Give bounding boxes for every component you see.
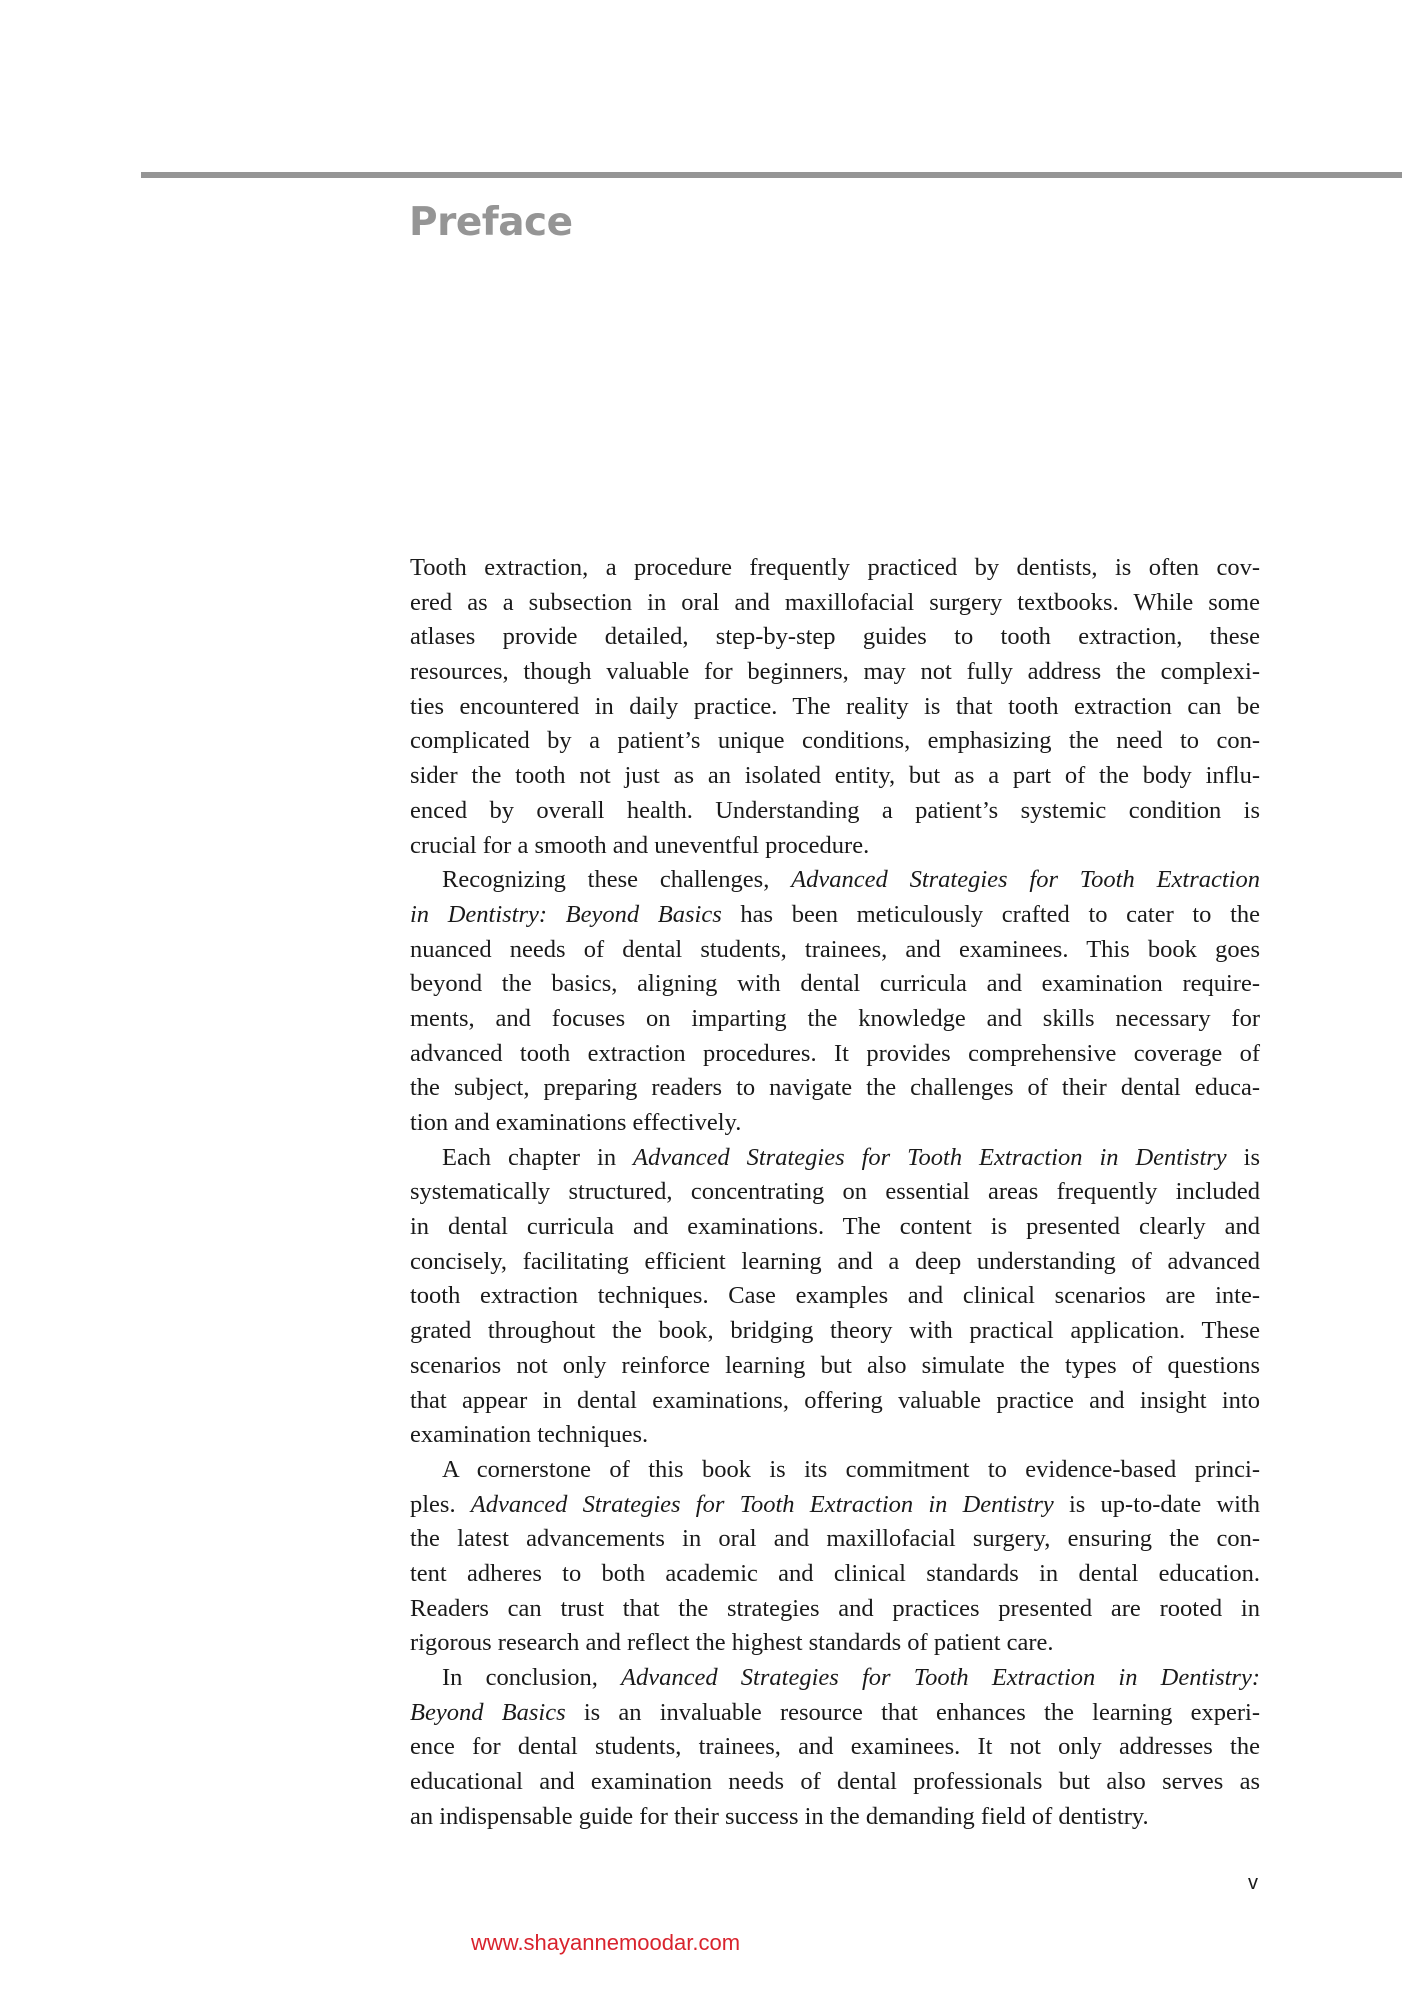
text-line: [410, 933, 1260, 968]
text-run: enced by overall health. Understanding a patient’s systemic condition is: [410, 796, 1260, 824]
text-run: Recognizing these challenges,: [442, 866, 792, 894]
page-title: Preface: [409, 200, 573, 245]
watermark-link[interactable]: www.shayannemoodar.com: [471, 1930, 741, 1955]
text-line: [410, 1314, 1260, 1349]
text-run: ence for dental students, trainees, and examinees. It not only addresses the: [410, 1733, 1260, 1761]
text-run: grated throughout the book, bridging theory with practical application. These: [410, 1317, 1260, 1345]
book-title-italic: Advanced Strategies for Tooth Extraction in Dentistry: [470, 1490, 1054, 1518]
text-line: [410, 551, 1260, 586]
text-line: [410, 829, 1260, 864]
text-line: [410, 1071, 1260, 1106]
text-line: [410, 1696, 1260, 1731]
text-run: nuanced needs of dental students, trainees, and examinees. This book goes: [410, 935, 1260, 963]
text-line: [410, 1002, 1260, 1037]
text-run: sider the tooth not just as an isolated entity, but as a part of the body influ-: [410, 762, 1260, 790]
text-line: [410, 1730, 1260, 1765]
text-line: [410, 863, 1260, 898]
text-line: [410, 1349, 1260, 1384]
text-line: [410, 1661, 1260, 1696]
text-run: ties encountered in daily practice. The reality is that tooth extraction can be: [410, 692, 1260, 720]
text-run: advanced tooth extraction procedures. It provides comprehensive coverage of: [410, 1039, 1260, 1067]
text-line: [410, 1800, 1260, 1835]
book-title-italic: Advanced Strategies for Tooth Extraction: [791, 866, 1260, 894]
book-title-italic: Advanced Strategies for Tooth Extraction in Dentistry: [633, 1143, 1227, 1171]
text-run: has been meticulously crafted to cater to the: [721, 900, 1261, 928]
text-run: that appear in dental examinations, offering valuable practice and insight into: [410, 1386, 1260, 1414]
text-run: concisely, facilitating efficient learning and a deep understanding of advanced: [410, 1247, 1260, 1275]
paragraph: [410, 1661, 1260, 1834]
text-line: [410, 898, 1260, 933]
text-run: is: [1226, 1143, 1261, 1171]
text-run: complicated by a patient’s unique conditions, emphasizing the need to con-: [410, 727, 1260, 755]
text-run: an indispensable guide for their success in the demanding field of dentistry.: [410, 1802, 1149, 1830]
text-run: is an invaluable resource that enhances the learning experi-: [565, 1698, 1261, 1726]
text-run: in dental curricula and examinations. The content is presented clearly and: [410, 1213, 1260, 1241]
book-title-italic: Beyond Basics: [410, 1698, 566, 1726]
text-run: the latest advancements in oral and maxillofacial surgery, ensuring the con-: [410, 1525, 1260, 1553]
preface-body: [410, 551, 1260, 1834]
text-line: [410, 690, 1260, 725]
text-line: [410, 1418, 1260, 1453]
text-line: [410, 1557, 1260, 1592]
text-run: ples.: [410, 1490, 471, 1518]
text-line: [410, 1245, 1260, 1280]
text-line: [410, 724, 1260, 759]
text-line: [410, 1384, 1260, 1419]
text-line: [410, 1106, 1260, 1141]
text-line: [410, 759, 1260, 794]
text-run: Tooth extraction, a procedure frequently practiced by dentists, is often cov-: [410, 554, 1260, 581]
text-line: [410, 586, 1260, 621]
text-run: tion and examinations effectively.: [410, 1109, 742, 1136]
text-run: tooth extraction techniques. Case examples and clinical scenarios are inte-: [410, 1282, 1260, 1310]
text-run: rigorous research and reflect the highest standards of patient care.: [410, 1629, 1054, 1657]
text-run: atlases provide detailed, step-by-step guides to tooth extraction, these: [410, 623, 1260, 651]
text-run: tent adheres to both academic and clinical standards in dental education.: [410, 1559, 1260, 1587]
paragraph: [410, 863, 1260, 1141]
text-run: systematically structured, concentrating on essential areas frequently included: [410, 1178, 1260, 1206]
text-run: resources, though valuable for beginners, may not fully address the complexi-: [410, 658, 1260, 686]
text-line: [410, 1210, 1260, 1245]
text-line: [410, 1765, 1260, 1800]
text-run: is up-to-date with: [1053, 1490, 1260, 1518]
text-line: [410, 1488, 1260, 1523]
text-run: beyond the basics, aligning with dental curricula and examination require-: [410, 970, 1260, 998]
book-title-italic: Advanced Strategies for Tooth Extraction in Dentistry:: [621, 1664, 1260, 1691]
book-title-italic: in Dentistry: Beyond Basics: [410, 900, 722, 928]
paragraph: [410, 1453, 1260, 1661]
text-line: [410, 620, 1260, 655]
text-run: ments, and focuses on imparting the knowledge and skills necessary for: [410, 1004, 1260, 1032]
text-run: ered as a subsection in oral and maxillofacial surgery textbooks. While some: [410, 588, 1260, 616]
text-line: [410, 655, 1260, 690]
page-number: v: [1248, 1872, 1258, 1894]
paragraph: [410, 551, 1260, 863]
text-run: educational and examination needs of dental professionals but also serves as: [410, 1768, 1260, 1796]
text-line: [410, 794, 1260, 829]
text-line: [410, 967, 1260, 1002]
text-run: the subject, preparing readers to navigate the challenges of their dental educa-: [410, 1074, 1260, 1102]
text-run: Readers can trust that the strategies and practices presented are rooted in: [410, 1594, 1260, 1622]
text-line: [410, 1279, 1260, 1314]
text-run: A cornerstone of this book is its commitment to evidence-based princi-: [442, 1455, 1260, 1483]
text-line: [410, 1175, 1260, 1210]
text-line: [410, 1037, 1260, 1072]
text-run: crucial for a smooth and uneventful procedure.: [410, 831, 870, 859]
text-line: [410, 1141, 1260, 1176]
header-rule: [141, 172, 1402, 178]
text-line: [410, 1592, 1260, 1627]
text-run: In conclusion,: [442, 1664, 622, 1691]
text-line: [410, 1626, 1260, 1661]
paragraph: [410, 1141, 1260, 1453]
text-run: Each chapter in: [442, 1143, 634, 1171]
text-run: examination techniques.: [410, 1421, 649, 1449]
text-line: [410, 1453, 1260, 1488]
text-line: [410, 1522, 1260, 1557]
text-run: scenarios not only reinforce learning but also simulate the types of questions: [410, 1351, 1260, 1379]
